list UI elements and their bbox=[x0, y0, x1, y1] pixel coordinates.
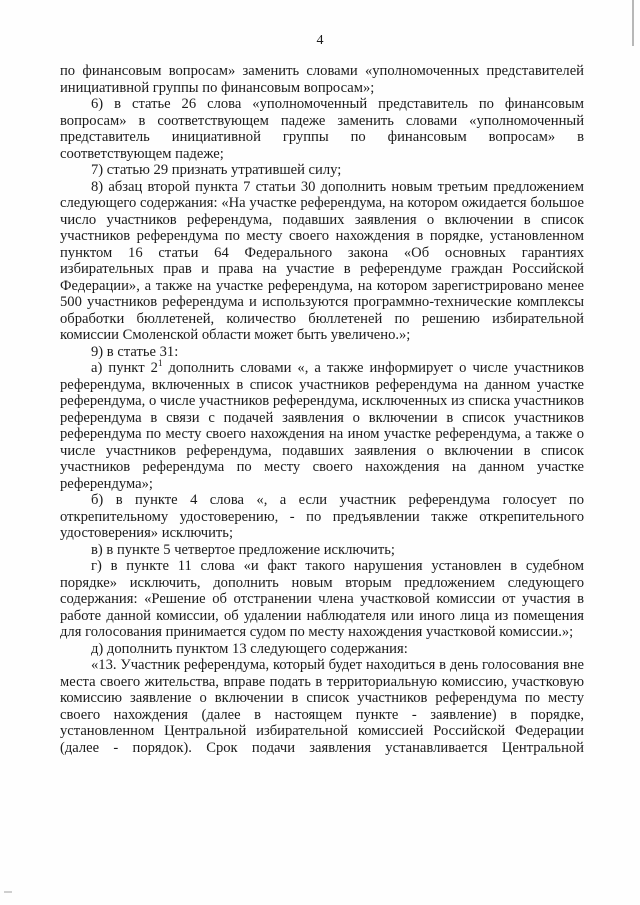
paragraph: г) в пункте 11 слова «и факт такого нарушения установлен в судебном порядке» исключить, дополнить новым вторым предложением следующего содержания: «Решение об отстранении члена участковой комиссии от участия в работе данной комиссии, об удалении наблюдателя или иного лица из помещения для голосования принимается судом по месту нахождения участковой комиссии.»; bbox=[60, 558, 584, 640]
paragraph: д) дополнить пунктом 13 следующего содержания: bbox=[91, 640, 408, 657]
paragraph: б) в пункте 4 слова «, а если участник референдума голосует по открепительному удостоверению, - по предъявлении также открепительного удостоверения» исключить; bbox=[60, 492, 584, 541]
superscript: 1 bbox=[157, 358, 163, 368]
paragraph-text: а) пункт 2 bbox=[91, 360, 158, 376]
paragraph: 7) статью 29 признать утратившей силу; bbox=[91, 162, 342, 178]
paragraph: по финансовым вопросам» заменить словами «уполномоченных представителей инициативной группы по финансовым вопросам»; bbox=[60, 63, 584, 96]
paragraph: «13. Участник референдума, который будет находиться в день голосования вне места своего жительства, вправе подать в территориальную комиссию, участковую комиссию заявление о включении в список участников референдума по месту своего нахождения (далее в настоящем пункте - заявление) в порядке, установленном Центральной избирательной комиссией Российской Федерации (далее - порядок). Срок подачи заявления устанавливается Центральной bbox=[60, 657, 584, 756]
page-number: 4 bbox=[316, 33, 324, 48]
document-body bbox=[60, 63, 584, 756]
paragraph-text: дополнить словами «, а также информирует о числе участников референдума, включенных в список участников референдума на данном участке референдума, о числе участников референдума, исключенных из списка участников референдума в связи с подачей заявления о включении в список участников референдума по месту своего нахождения на ином участке референдума, а также о числе участников референдума, подавших заявления о включении в список участников референдума по месту своего нахождения на данном участке референдума»; bbox=[60, 360, 585, 492]
paragraph: в) в пункте 5 четвертое предложение исключить; bbox=[91, 541, 395, 558]
scan-artifact bbox=[4, 891, 12, 893]
paragraph: 8) абзац второй пункта 7 статьи 30 дополнить новым третьим предложением следующего содержания: «На участке референдума, на котором ожидается большое число участников референдума, подавших заявления о включении в список участников референдума по месту своего нахождения в порядке, установленном пунктом 16 статьи 64 Федерального закона «Об основных гарантиях избирательных прав и права на участие в референдуме граждан Российской Федерации», а также на участке референдума, на котором зарегистрировано менее 500 участников референдума и используются программно-технические комплексы обработки бюллетеней, количество бюллетеней по решению избирательной комиссии Смоленской области может быть увеличено.»; bbox=[60, 178, 584, 343]
paragraph: 6) в статье 26 слова «уполномоченный представитель по финансовым вопросам» в соответствующем падеже заменить словами «уполномоченный представитель инициативной группы по финансовым вопросам» в соответствующем падеже; bbox=[60, 96, 584, 162]
paragraph bbox=[60, 360, 584, 492]
paragraph: 9) в статье 31: bbox=[91, 343, 179, 360]
